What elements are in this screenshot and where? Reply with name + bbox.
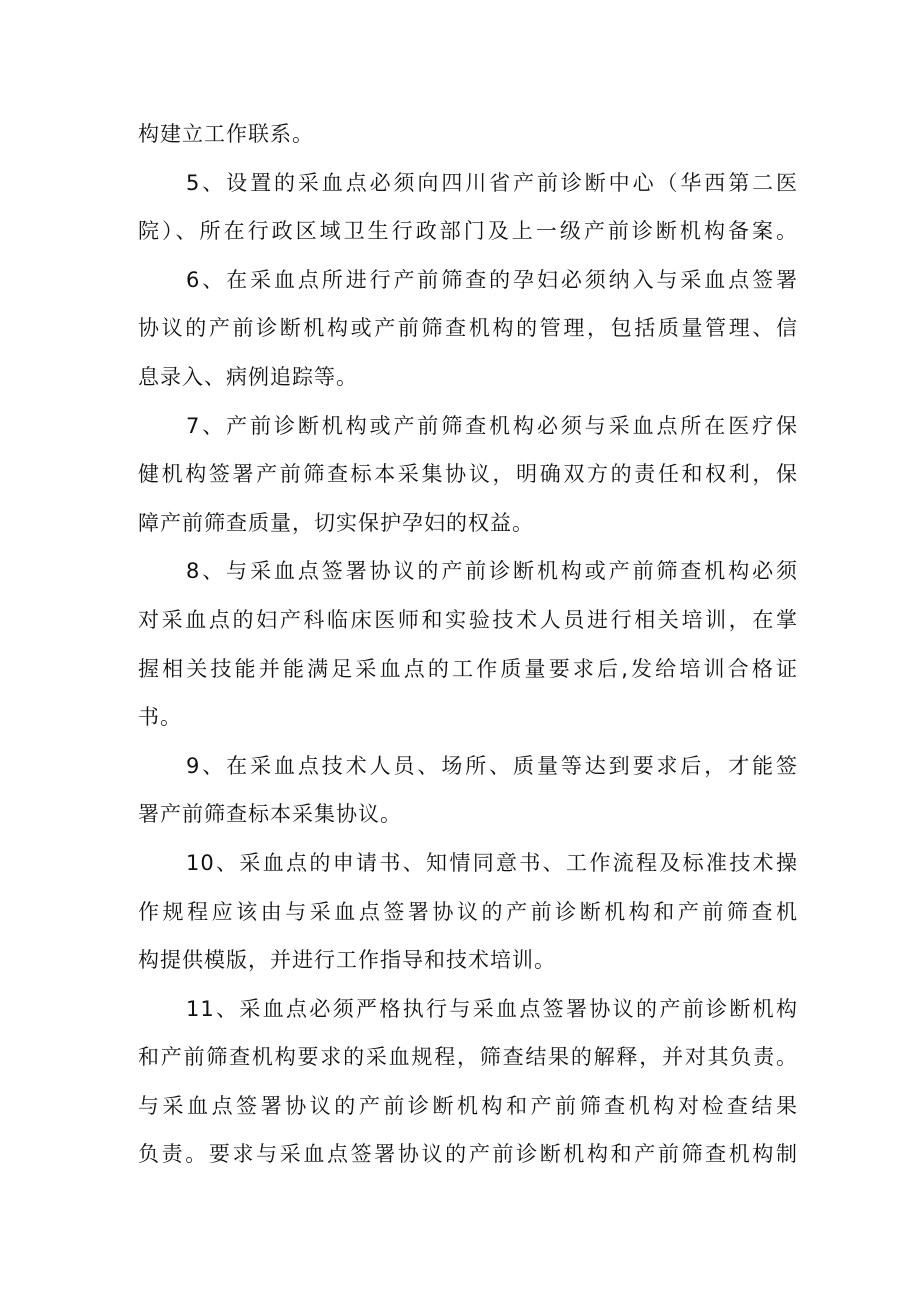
text-line: 书。 xyxy=(138,705,182,730)
text-line: 与采血点签署协议的产前诊断机构和产前筛查机构对检查结果 xyxy=(138,1093,798,1118)
text-line: 构建立工作联系。 xyxy=(138,122,314,146)
text-line: 11、采血点必须严格执行与采血点签署协议的产前诊断机构 xyxy=(186,996,798,1021)
text-line: 握相关技能并能满足采血点的工作质量要求后,发给培训合格证 xyxy=(138,656,798,681)
text-line: 院）、所在行政区域卫生行政部门及上一级产前诊断机构备案。 xyxy=(138,219,798,244)
text-line: 协议的产前诊断机构或产前筛查机构的管理，包括质量管理、信 xyxy=(138,316,798,341)
text-line: 健机构签署产前筛查标本采集协议，明确双方的责任和权利，保 xyxy=(138,462,798,487)
text-line: 负责。要求与采血点签署协议的产前诊断机构和产前筛查机构制 xyxy=(138,1142,798,1167)
text-line: 和产前筛查机构要求的采血规程，筛查结果的解释，并对其负责。 xyxy=(138,1045,798,1070)
text-line: 9、在采血点技术人员、场所、质量等达到要求后，才能签 xyxy=(186,753,798,778)
text-line: 6、在采血点所进行产前筛查的孕妇必须纳入与采血点签署 xyxy=(186,267,798,292)
text-line: 息录入、病例追踪等。 xyxy=(138,364,358,389)
text-line: 7、产前诊断机构或产前筛查机构必须与采血点所在医疗保 xyxy=(186,413,798,438)
text-line: 署产前筛查标本采集协议。 xyxy=(138,802,402,827)
text-line: 构提供模版，并进行工作指导和技术培训。 xyxy=(138,948,556,973)
text-line: 10、采血点的申请书、知情同意书、工作流程及标准技术操 xyxy=(186,850,798,875)
text-line: 障产前筛查质量，切实保护孕妇的权益。 xyxy=(138,510,534,535)
text-line: 5、设置的采血点必须向四川省产前诊断中心（华西第二医 xyxy=(186,170,798,195)
document-body xyxy=(138,110,798,1179)
text-line: 8、与采血点签署协议的产前诊断机构或产前筛查机构必须 xyxy=(186,559,798,584)
text-line: 对采血点的妇产科临床医师和实验技术人员进行相关培训，在掌 xyxy=(138,607,798,632)
text-line: 作规程应该由与采血点签署协议的产前诊断机构和产前筛查机 xyxy=(138,899,798,924)
